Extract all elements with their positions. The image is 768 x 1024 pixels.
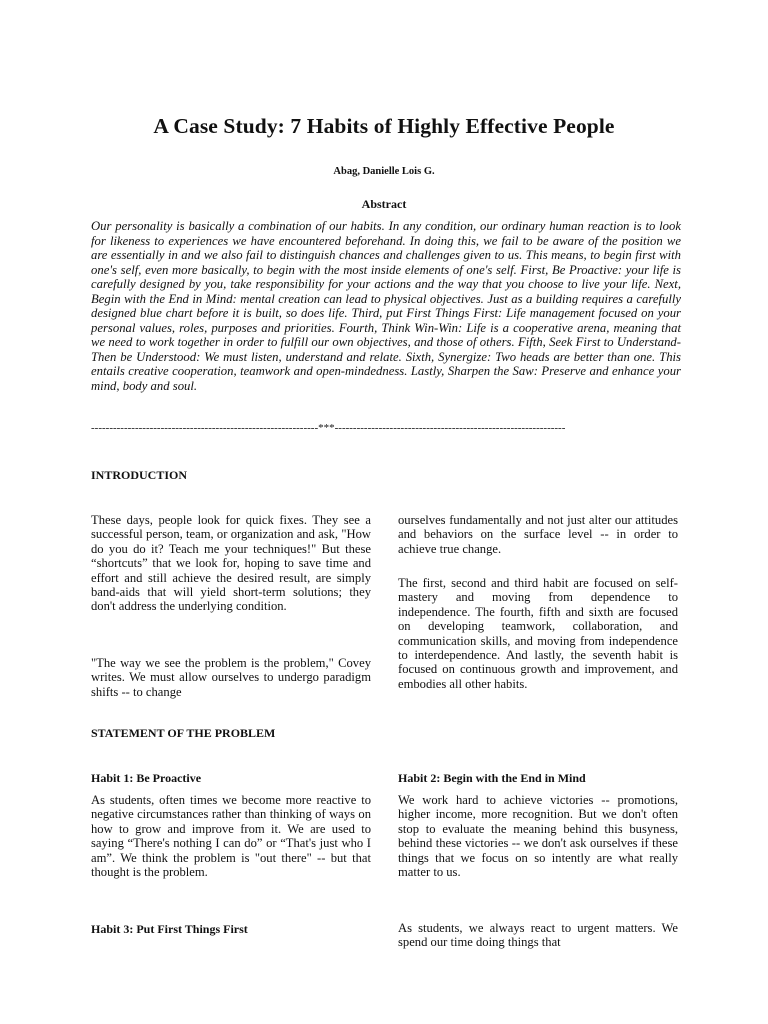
habit-1-heading: Habit 1: Be Proactive <box>91 771 202 785</box>
habit-3-text: As students, we always react to urgent matters. We spend our time doing things that <box>398 921 678 950</box>
abstract-heading: Abstract <box>361 197 407 211</box>
author-name: Abag, Danielle Lois G. <box>333 166 435 177</box>
abstract-text: Our personality is basically a combination of our habits. In any condition, our ordinary human reaction is to look for likeness to experiences we have encountered beforehand. In doing this, we fail to be aware of the position we are essentially in and we also fail to distinguish chances and challenges given to us. This means, to begin first with one's self, even more basically, to begin with the most inside elements of one's self. First, Be Proactive: your life is carefully designed by you, take responsibility for your actions and the way that you choose to live your life. Next, Begin with the End in Mind: mental creation can lead to physical objectives. Just as a building requires a carefully designed blue chart before it is built, so does life. Third, put First Things First: Life management focused on your personal values, roles, purposes and priorities. Fourth, Think Win-Win: Life is a cooperative arena, meaning that we need to work together in order to fulfill our own objectives, and those of others. Fifth, Seek First to Understand-Then be Understood: We must listen, understand and relate. Sixth, Synergize: Two heads are better than one. This entails creative cooperation, teamwork and open-mindedness. Lastly, Sharpen the Saw: Preserve and enhance your mind, body and soul. <box>91 219 681 393</box>
habit-2-heading: Habit 2: Begin with the End in Mind <box>398 771 586 785</box>
intro-right-paragraph-1: ourselves fundamentally and not just alter our attitudes and behaviors on the surface level -- in order to achieve true change. <box>398 513 678 556</box>
section-divider: --------------------------------------------------------------***--------------------------------------------------------------- <box>91 422 566 434</box>
document-title: A Case Study: 7 Habits of Highly Effective People <box>153 114 615 138</box>
habit-3-heading: Habit 3: Put First Things First <box>91 922 248 936</box>
intro-right-paragraph-2: The first, second and third habit are focused on self-mastery and moving from dependence to independence. The fourth, fifth and sixth are focused on developing teamwork, collaboration, and communication skills, and moving from independence to interdependence. And lastly, the seventh habit is focused on continuous growth and improvement, and embodies all other habits. <box>398 576 678 691</box>
habit-1-text: As students, often times we become more reactive to negative circumstances rather than thinking of ways on how to grow and improve from it. We are used to saying “There's nothing I can do” or “That's just who I am”. We think the problem is "out there" -- but that thought is the problem. <box>91 793 371 880</box>
statement-heading: STATEMENT OF THE PROBLEM <box>91 726 276 740</box>
habit-2-text: We work hard to achieve victories -- promotions, higher income, more recognition. But we don't often stop to evaluate the meaning behind this busyness, behind these victories -- we don't ask ourselves if these things that we focus on so intently are what really matter to us. <box>398 793 678 880</box>
introduction-heading: INTRODUCTION <box>91 468 188 482</box>
intro-left-paragraph-1: These days, people look for quick fixes. They see a successful person, team, or organization and ask, "How do you do it? Teach me your techniques!" But these “shortcuts” that we look for, hoping to save time and effort and still achieve the desired result, are simply band-aids that will yield short-term solutions; they don't address the underlying condition. <box>91 513 371 614</box>
intro-left-paragraph-2: "The way we see the problem is the problem," Covey writes. We must allow ourselves to undergo paradigm shifts -- to change <box>91 656 371 699</box>
